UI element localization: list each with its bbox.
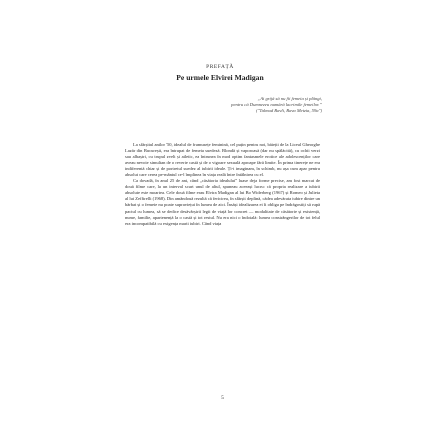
epigraph-line-1: „Ai grijă să nu fii femeia și plângi,: [257, 96, 322, 101]
paragraph-1: La sfârșitul anilor '50, idealul de frumusețe feminină, cel puțin pentru noi, băieții de la Liceul Gheorghe Lazăr din București, era întrupat de femeia suedeză. Blondă și vaporoasă (dar nu spălăcită), cu ochii verzi sau albaștri, cu trupul zvelt și atletic, ea întrunea în mod optim fantasmele erotice ale adolescenților care aveau nevoie simultan de o reverie castă și de o vigoare sexuală aproape fără limite. În prima tinerețe ne era indiferentă chiar și de portretul suedez al iubirii ideale. Ți-i imaginam, în schimb, nu așa cum apar pentru absolut care cerea pe-mântul ce-l împlinea în viața reală între întâlnirea cu el.: [125, 142, 320, 178]
body-text: [125, 142, 320, 227]
heading-block: [100, 64, 340, 83]
epigraph-line-2: pentru că Dumnezeu numără lacrimile femeilor.”: [231, 101, 322, 107]
page-number: 5: [221, 395, 224, 401]
epigraph-attribution: ("Talmud Bavli, Bava Metzia, 59a"): [256, 107, 322, 113]
section-kicker: PREFAȚĂ: [206, 64, 234, 70]
paragraph-2: Ca dovadă, în anul 25 de ani, când „căsătoria idealului” luase deja forme precise, am fost marcat de două filme care, la un interval scurt unul de altul, spuneau aceeași lucru: că propria realizare a iubirii absolute este moartea. Cele două filme erau Elvira Madigan al lui Bo Widerberg (1967) și Romeo și Julieta al lui Zeffirelli (1968). Din amândouă rezultă că fericirea, în sfârșit deplină, cădea adevărata iubire dintre un bărbat și o femeie nu poate supraviețui în lumea de aici. Însăși idealizarea ei îi obliga pe îndrăgostiți să rupă pactul cu lumea, să se dedice desăvârșirii legii de viață lor concret — modalitate de căsătorie și existență, nume, familie, apartenență la o castă și tot restul. Nu era nici o îndoială: lumea constrângerilor de tot felul era incompatibilă cu exigența marii iubiri. Când viața: [125, 178, 320, 226]
chapter-title: Pe urmele Elvirei Madigan: [176, 73, 264, 82]
epigraph: [190, 96, 322, 113]
